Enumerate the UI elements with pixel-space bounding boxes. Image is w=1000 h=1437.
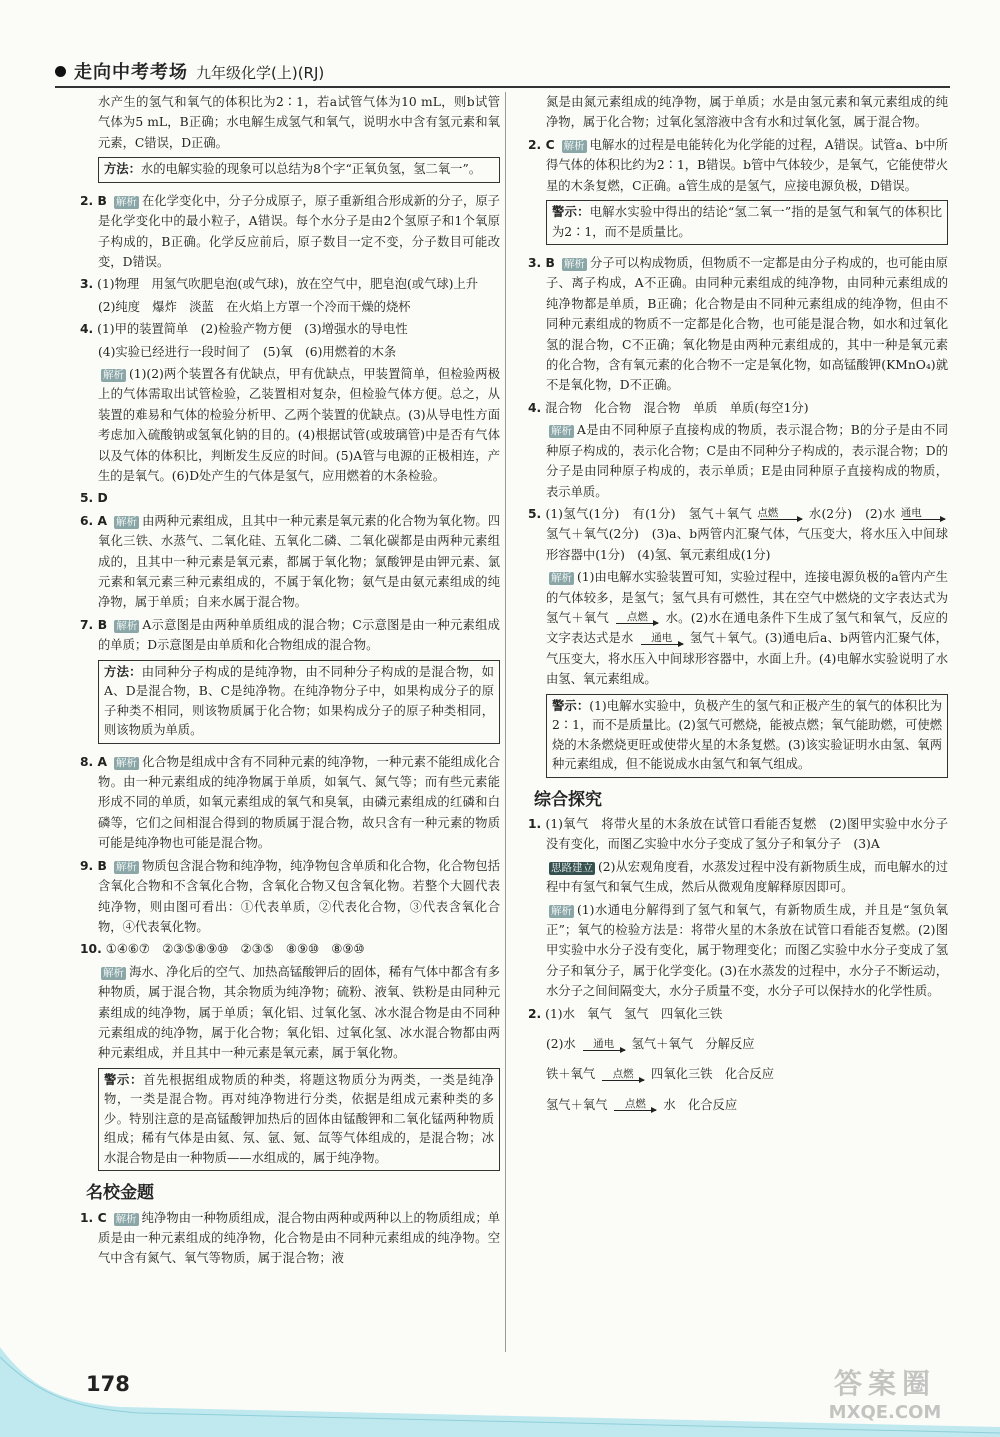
answer-number: 5. bbox=[528, 506, 542, 521]
answer-text: (1)甲的装置简单 (2)检验产物方便 (3)增强水的导电性 bbox=[97, 322, 408, 337]
answer-4-analysis bbox=[80, 364, 500, 486]
reaction-condition: 通电 bbox=[593, 1037, 615, 1050]
answer-number: 9. B bbox=[80, 858, 107, 873]
answer-z2 bbox=[528, 1004, 948, 1024]
answer-z1-analysis bbox=[528, 900, 948, 1002]
answer-text: 在化学变化中，分子分成原子，原子重新组合形成新的分子，原子是化学变化中的最小粒子，A错误。每个水分子是由2个氢原子和1个氧原子构成的，B正确。化学反应前后，原子数目一定不变，分子数目可能改变，D错误。 bbox=[98, 193, 500, 269]
analysis-tag: 解析 bbox=[115, 860, 137, 873]
answer-text: 氢气＋氧气(2分) (3)a、b两管内汇聚气体，气压变大，将水压入中间球形容器中(1分) (4)氢、氧元素组成(1分) bbox=[546, 527, 948, 562]
answer-text: 混合物 化合物 混合物 单质 单质(每空1分) bbox=[545, 400, 809, 415]
answer-number: 6. A bbox=[80, 513, 108, 528]
section-title: 综合探究 bbox=[534, 789, 602, 810]
answer-10 bbox=[80, 939, 500, 959]
book-subtitle: 九年级化学(上)(RJ) bbox=[196, 64, 325, 82]
bullet-icon bbox=[55, 66, 66, 77]
answer-2 bbox=[80, 191, 500, 273]
answer-6 bbox=[80, 511, 500, 613]
page-number: 178 bbox=[86, 1372, 130, 1396]
reaction-condition: 通电 bbox=[900, 507, 922, 520]
box-text: 由同种分子构成的是纯净物，由不同种分子构成的是混合物，如A、D是混合物，B、C是纯净物。在纯净物分子中，如果构成分子的原子种类不相同，则该物质属于化合物；如果构成分子的原子种类相同，则该物质为单质。 bbox=[104, 664, 494, 738]
answer-z1 bbox=[528, 814, 948, 855]
watermark-url: MXQE.COM bbox=[828, 1402, 942, 1423]
answer-number: 5. D bbox=[80, 491, 108, 506]
answer-text: 由两种元素组成，且其中一种元素是氧元素的化合物为氧化物。四氧化三铁、水蒸气、二氧化硅、五氧化二磷、二氧化碳都是由两种元素组成的，且其中一种元素是氧元素，都属于氧化物；氯酸钾是由钾元素、氯元素和氧元素三种元素组成的，不属于氧化物；氨气是由氨元素组成的纯净物，属于单质；自来水属于混合物。 bbox=[98, 513, 500, 610]
products: 水 化合反应 bbox=[663, 1097, 738, 1112]
analysis-tag: 解析 bbox=[551, 572, 572, 585]
reaction-arrow bbox=[641, 633, 683, 645]
analysis-text: (1)(2)两个装置各有优缺点，甲有优缺点，甲装置简单，但检验两极上的气体需取出试管检验，乙装置相对复杂，但检验气体方便。总之，从装置的难易和气体的检验分析甲、乙两个装置的优缺点。(3)从导电性方面考虑加入硫酸钠或氢氧化钠的目的。(4)根据试管(或玻璃管)中是否有气体以及气体的体积比，判断发生反应的时间。(5)A管与电源的正极相连，产生的是氧气。(6)D处产生的气体是氢气，应用燃着的木条检验。 bbox=[98, 366, 500, 483]
answer-number: 2. bbox=[528, 1006, 542, 1021]
analysis-tag: 解析 bbox=[116, 756, 138, 769]
answer-number: 2. B bbox=[80, 193, 107, 208]
box-title: 方法： bbox=[104, 664, 142, 679]
answer-number: 8. A bbox=[80, 754, 108, 769]
answer-continuation: 氮是由氮元素组成的纯净物，属于单质；水是由氢元素和氧元素组成的纯净物，属于化合物；过氧化氢溶液中含有水和过氧化氢，属于混合物。 bbox=[546, 95, 948, 130]
answer-text: ①④⑥⑦ ②③⑤⑧⑨⑩ ②③⑤ ⑧⑨⑩ ⑧⑨⑩ bbox=[105, 942, 365, 957]
answer-r4-analysis bbox=[528, 420, 948, 502]
reactants: (2)水 bbox=[546, 1037, 576, 1052]
analysis-text: 海水、净化后的空气、加热高锰酸钾后的固体，稀有气体中都含有多种物质，属于混合物，其余物质为纯净物；硫粉、液氧、铁粉是由同种元素组成的纯净物，属于单质；氧化铝、过氧化氢、冰水混合物是由不同种元素组成的纯净物，属于化合物；氧化铝、过氧化氢、冰水混合物都由两种元素组成，并且其中一种元素是氧元素，属于氧化物。 bbox=[98, 964, 500, 1061]
series-title: 走向中考考场 bbox=[74, 62, 188, 83]
method-box bbox=[98, 660, 500, 744]
reaction-condition: 点燃 bbox=[612, 1067, 634, 1080]
reactants: 氢气＋氧气 bbox=[546, 1097, 608, 1112]
answer-number: 1. bbox=[528, 816, 542, 831]
warning-box bbox=[546, 694, 948, 778]
answer-number: 3. B bbox=[528, 256, 555, 271]
answer-7 bbox=[80, 615, 500, 656]
answer-text: 物质包含混合物和纯净物，纯净物包含单质和化合物，化合物包括含氧化合物和不含氧化合物，含氧化合物又包含氧化物。若整个大圆代表纯净物，则由图可看出：①代表单质，②代表化合物，③代表含氧化合物，④代表氧化物。 bbox=[98, 858, 500, 934]
answer-text: A示意图是由两种单质组成的混合物；C示意图是由一种元素组成的单质；D示意图是由单质和化合物组成的混合物。 bbox=[98, 617, 500, 653]
answer-text: 电解水的过程是电能转化为化学能的过程，A错误。试管a、b中所得气体的体积比约为2∶1，B错误。b管中气体较少，是氧气，它能使带火星的木条复燃，C正确。a管生成的是氢气，应接电源负极，D错误。 bbox=[546, 137, 948, 193]
answer-text: 纯净物由一种物质组成，混合物由两种或两种以上的物质组成；单质是由一种元素组成的纯净物，化合物是由不同种元素组成的纯净物。空气中含有氮气、氧气等物质，属于混合物；液 bbox=[98, 1210, 500, 1266]
answer-3 bbox=[80, 274, 500, 294]
answer-r5-analysis bbox=[528, 567, 948, 689]
thinking-text: (2)从宏观角度看，水蒸发过程中没有新物质生成，而电解水的过程中有氢气和氧气生成，然后从微观角度解释原因即可。 bbox=[546, 859, 948, 895]
reaction-arrow bbox=[602, 1069, 644, 1081]
answer-8 bbox=[80, 752, 500, 854]
page-header bbox=[55, 58, 955, 84]
left-column bbox=[80, 92, 500, 1271]
answer-text: (1)物理 用氢气吹肥皂泡(或气球)，放在空气中，肥皂泡(或气球)上升 bbox=[97, 277, 479, 292]
answer-number: 4. bbox=[528, 400, 542, 415]
reaction-equation-2 bbox=[546, 1064, 948, 1084]
analysis-tag: 解析 bbox=[563, 139, 585, 152]
answer-number: 7. B bbox=[80, 617, 108, 632]
analysis-text: A是由不同种原子直接构成的物质，表示混合物；B的分子是由不同种原子构成的，表示化合物；C是由不同种分子构成的，表示混合物；D的分子是由同种原子构成的，表示单质；E是由同种原子直接构成的物质，表示单质。 bbox=[546, 423, 948, 499]
column-divider bbox=[505, 92, 506, 1352]
box-title: 警示： bbox=[552, 205, 590, 220]
answer-z1-thinking bbox=[528, 857, 948, 898]
right-column bbox=[528, 92, 948, 1125]
answer-r3 bbox=[528, 253, 948, 396]
products: 氢气＋氧气 分解反应 bbox=[631, 1037, 755, 1052]
box-title: 方法： bbox=[104, 162, 141, 177]
answer-number: 1. C bbox=[80, 1210, 107, 1225]
box-text: 水的电解实验的现象可以总结为8个字“正氧负氢，氢二氧一”。 bbox=[140, 162, 482, 177]
reaction-arrow bbox=[583, 1039, 625, 1051]
analysis-tag: 解析 bbox=[103, 966, 124, 979]
answer-r5 bbox=[528, 504, 948, 565]
products: 四氧化三铁 化合反应 bbox=[651, 1067, 775, 1082]
warning-box bbox=[546, 200, 948, 245]
answer-5 bbox=[80, 488, 500, 508]
answer-m1 bbox=[80, 1208, 500, 1269]
reaction-arrow bbox=[616, 612, 658, 624]
box-title: 警示： bbox=[552, 698, 590, 713]
reactants: 铁＋氧气 bbox=[546, 1067, 596, 1082]
answer-continuation: 水产生的氢气和氧气的体积比为2∶1，若a试管气体为10 mL，则b试管气体为5 mL，B正确；水电解生成氢气和氧气，说明水中含有氢元素和氧元素，C错误，D正确。 bbox=[98, 95, 500, 150]
reaction-condition: 点燃 bbox=[624, 1098, 646, 1111]
answer-number: 10. bbox=[80, 942, 102, 957]
analysis-tag: 解析 bbox=[563, 258, 585, 271]
reaction-equation-1 bbox=[546, 1034, 948, 1054]
answer-number: 4. bbox=[80, 322, 94, 337]
answer-text: (1)氧气 将带火星的木条放在试管口看能否复燃 (2)图甲实验中水分子没有变化，而图乙实验中水分子变成了氢分子和氧分子 (3)A bbox=[545, 816, 948, 852]
reaction-condition: 点燃 bbox=[626, 611, 648, 624]
watermark-logo bbox=[790, 1362, 980, 1432]
reaction-equation-3 bbox=[546, 1095, 948, 1115]
answer-10-analysis bbox=[80, 962, 500, 1064]
reaction-arrow bbox=[757, 507, 802, 520]
analysis-text: 氢气＋氧气。(3)通电后a、b两管内汇聚气体，气压变大，将水压入中间球形容器中，水面上升。(4)电解水实验说明了水由氢、氧元素组成。 bbox=[546, 631, 948, 687]
box-text: (1)电解水实验中，负极产生的氢气和正极产生的氧气的体积比为2∶1，而不是质量比。(2)氢气可燃烧，能被点燃；氧气能助燃，可使燃烧的木条燃烧更旺或使带火星的木条复燃。(3)该实验证明水由氢、氧两种元素组成，但不能说成水由氢气和氧气组成。 bbox=[552, 698, 942, 772]
answer-number: 3. bbox=[80, 277, 94, 292]
analysis-tag: 解析 bbox=[116, 619, 138, 632]
answer-4 bbox=[80, 319, 500, 339]
reaction-condition: 通电 bbox=[651, 631, 673, 644]
analysis-tag: 解析 bbox=[103, 368, 124, 381]
answer-3-part2: (2)纯度 爆炸 淡蓝 在火焰上方罩一个冷而干燥的烧杯 bbox=[98, 299, 411, 314]
analysis-tag: 解析 bbox=[115, 1212, 137, 1225]
watermark-text: 答案圈 bbox=[833, 1367, 936, 1400]
answer-r2 bbox=[528, 135, 948, 196]
reaction-condition: 点燃 bbox=[757, 507, 779, 520]
analysis-tag: 解析 bbox=[551, 904, 572, 917]
analysis-text: (1)水通电分解得到了氢气和氧气，有新物质生成，并且是“氢负氧正”；氧气的检验方法是：将带火星的木条放在试管口看能否复燃。(2)图甲实验中水分子没有变化，属于物理变化；而图乙实验中水分子变成了氢分子和氧分子，属于化学变化。(3)在水蒸发的过程中，水分子不断运动，水分子之间间隔变大，水分子质量不变，水分子可以保持水的化学性质。 bbox=[546, 902, 948, 999]
analysis-tag: 解析 bbox=[116, 515, 138, 528]
warning-box bbox=[98, 1068, 500, 1172]
answer-text: 化合物是组成中含有不同种元素的纯净物，一种元素不能组成化合物。由一种元素组成的纯净物属于单质，如氧气、氮气等；而有些元素能形成不同的单质，如氧元素组成的氧气和臭氧，由磷元素组成的红磷和白磷等，它们之间相混合得到的物质属于混合物，故只含有一种元素的物质可能是纯净物也可能是混合物。 bbox=[98, 754, 500, 851]
answer-text: (1)氢气(1分) 有(1分) 氢气＋氧气 bbox=[545, 506, 753, 521]
answer-text: (1)水 氧气 氢气 四氧化三铁 bbox=[545, 1006, 723, 1021]
answer-r4 bbox=[528, 398, 948, 418]
answer-9 bbox=[80, 856, 500, 938]
thinking-tag: 思路建立 bbox=[551, 861, 593, 874]
analysis-text: (1)由电解水实验装置可知，实验过程中，连接电源负极的a管内产生的气体较多，是氢气；氢气具有可燃性，其在空气中燃烧的文字表达式为氢气＋氧气 bbox=[546, 570, 948, 625]
reaction-arrow bbox=[900, 507, 945, 520]
section-title: 名校金题 bbox=[86, 1183, 154, 1204]
answer-text: 水(2分) (2)水 bbox=[808, 506, 896, 521]
analysis-tag: 解析 bbox=[115, 195, 137, 208]
box-text: 电解水实验中得出的结论“氢二氧一”指的是氢气和氧气的体积比为2∶1，而不是质量比。 bbox=[552, 205, 942, 239]
answer-4-part2: (4)实验已经进行一段时间了 (5)氧 (6)用燃着的木条 bbox=[98, 344, 397, 359]
method-box bbox=[98, 157, 500, 183]
answer-text: 分子可以构成物质，但物质不一定都是由分子构成的，也可能由原子、离子构成，A不正确。由同种元素组成的纯净物，由同种元素组成的纯净物都是单质，B正确；化合物是由不同种元素组成的纯净物，但由不同种元素组成的物质不一定都是化合物，也可能是混合物，如水和过氧化氢的混合物，C不正确；氧化物是由两种元素组成的，其中一种是氧元素的化合物，含有氧元素的化合物不一定是氧化物，如高锰酸钾(KMnO₄)就不是氧化物，D不正确。 bbox=[546, 256, 948, 393]
analysis-text: 水。(2)水在通电条件下生成了氢气和氧气，反应的文字表达式是水 bbox=[546, 610, 948, 646]
box-title: 警示： bbox=[104, 1072, 144, 1087]
reaction-arrow bbox=[614, 1099, 656, 1111]
answer-number: 2. C bbox=[528, 137, 555, 152]
header-rule bbox=[55, 86, 950, 88]
analysis-tag: 解析 bbox=[551, 425, 572, 438]
box-text: 首先根据组成物质的种类，将题这物质分为两类，一类是纯净物，一类是混合物。再对纯净物进行分类，依据是组成元素种类的多少。特别注意的是高锰酸钾加热后的固体由锰酸钾和二氧化锰两种物质组成；稀有气体是由氦、氖、氩、氪、氙等气体组成的，是混合物；冰水混合物是由一种物质——水组成的，属于纯净物。 bbox=[104, 1072, 494, 1165]
